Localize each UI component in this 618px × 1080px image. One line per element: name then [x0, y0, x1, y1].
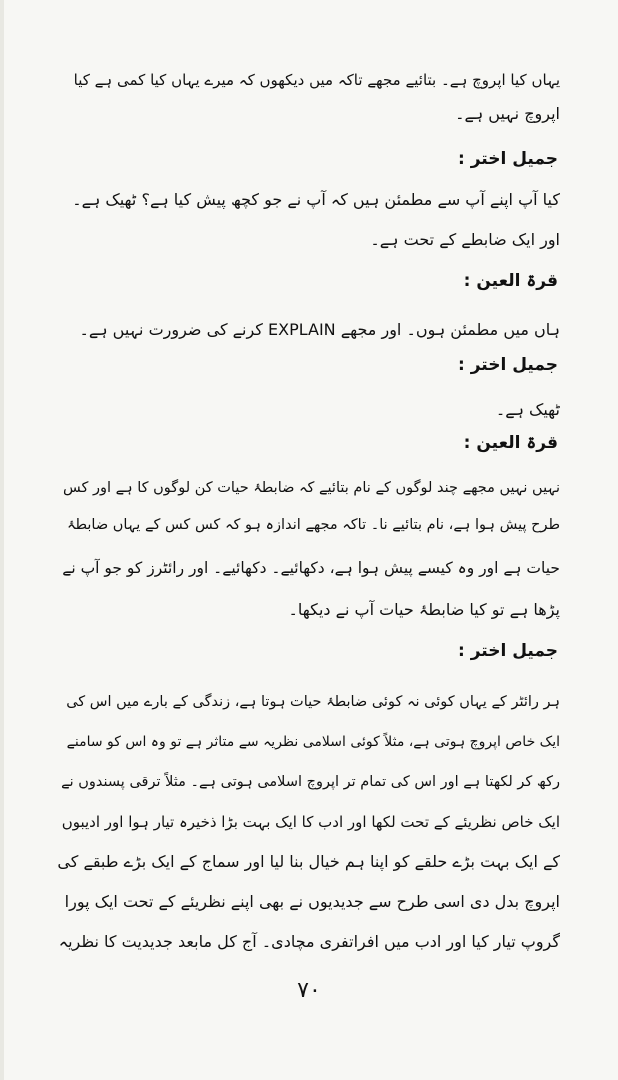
text-line: نہیں نہیں مجھے چند لوگوں کے نام بتائیے کہ ضابطۂ حیات کن لوگوں کا ہے اور کس: [62, 480, 560, 496]
text-line: ہاں میں مطمئن ہوں۔ اور مجھے EXPLAIN کرنے کی ضرورت نہیں ہے۔: [79, 320, 560, 339]
text-line: اپروچ بدل دی اسی طرح سے جدیدیوں نے بھی اپنے نظریئے کے تحت ایک پورا: [64, 892, 560, 911]
speaker-label-jamil-akhtar: جمیل اختر :: [458, 355, 558, 375]
page-edge-shadow: [0, 0, 4, 1080]
paragraph-jamil-question: [60, 186, 560, 256]
text-line: اپروچ نہیں ہے۔: [455, 104, 560, 123]
text-line: ہر رائٹر کے یہاں کوئی نہ کوئی ضابطۂ حیات ہوتا ہے، زندگی کے بارے میں اس کی: [66, 694, 560, 710]
speaker-label-qurratulain: قرۃ العین :: [463, 433, 558, 453]
speaker-label-qurratulain: قرۃ العین :: [463, 271, 558, 291]
paragraph-qurratulain-reply: [60, 308, 560, 348]
text-line: گروپ تیار کیا اور ادب میں افراتفری مچادی۔ آج کل مابعد جدیدیت کا نظریہ: [58, 932, 560, 951]
text-line: ایک خاص نظریئے کے تحت لکھا اور ادب کا ایک بہت بڑا ذخیرہ تیار ہوا اور ادیبوں: [61, 813, 560, 831]
speaker-label-jamil-akhtar: جمیل اختر :: [458, 149, 558, 169]
text-line: یہاں کیا اپروچ ہے۔ بتائیے مجھے تاکہ میں دیکھوں کہ میرے یہاں کیا کمی ہے کیا: [73, 71, 560, 89]
text-line: پڑھا ہے تو کیا ضابطۂ حیات آپ نے دیکھا۔: [288, 600, 560, 619]
paragraph-jamil-explanation: [50, 680, 560, 970]
text-line: ایک خاص اپروچ ہوتی ہے، مثلاً کوئی اسلامی نظریہ سے متاثر ہے تو وہ اس کو سامنے: [66, 734, 560, 750]
text-line: ٹھیک ہے۔: [495, 400, 560, 419]
paragraph-opening: [60, 60, 560, 123]
text-line: طرح پیش ہوا ہے، نام بتائیے نا۔ تاکہ مجھے اندازہ ہو کہ کس کس کے یہاں ضابطۂ: [66, 517, 560, 533]
paragraph-jamil-ok: [60, 390, 560, 426]
speaker-label-jamil-akhtar: جمیل اختر :: [458, 641, 558, 661]
page-number: ۷۰: [297, 978, 321, 1003]
text-line: کیا آپ اپنے آپ سے مطمئن ہیں کہ آپ نے جو کچھ پیش کیا ہے؟ ٹھیک ہے۔: [72, 190, 560, 209]
paragraph-qurratulain-request: [60, 470, 560, 630]
text-line: حیات ہے اور وہ کیسے پیش ہوا ہے، دکھائیے۔ دکھائیے۔ اور رائٹرز کو جو آپ نے: [62, 559, 560, 577]
text-line: رکھ کر لکھتا ہے اور اس کی تمام تر اپروچ اسلامی ہوتی ہے۔ مثلاً ترقی پسندوں نے: [61, 774, 560, 790]
text-line: اور ایک ضابطے کے تحت ہے۔: [370, 230, 560, 249]
text-line: کے ایک بہت بڑے حلقے کو اپنا ہم خیال بنا لیا اور سماج کے ایک بڑے طبقے کی: [57, 852, 560, 871]
